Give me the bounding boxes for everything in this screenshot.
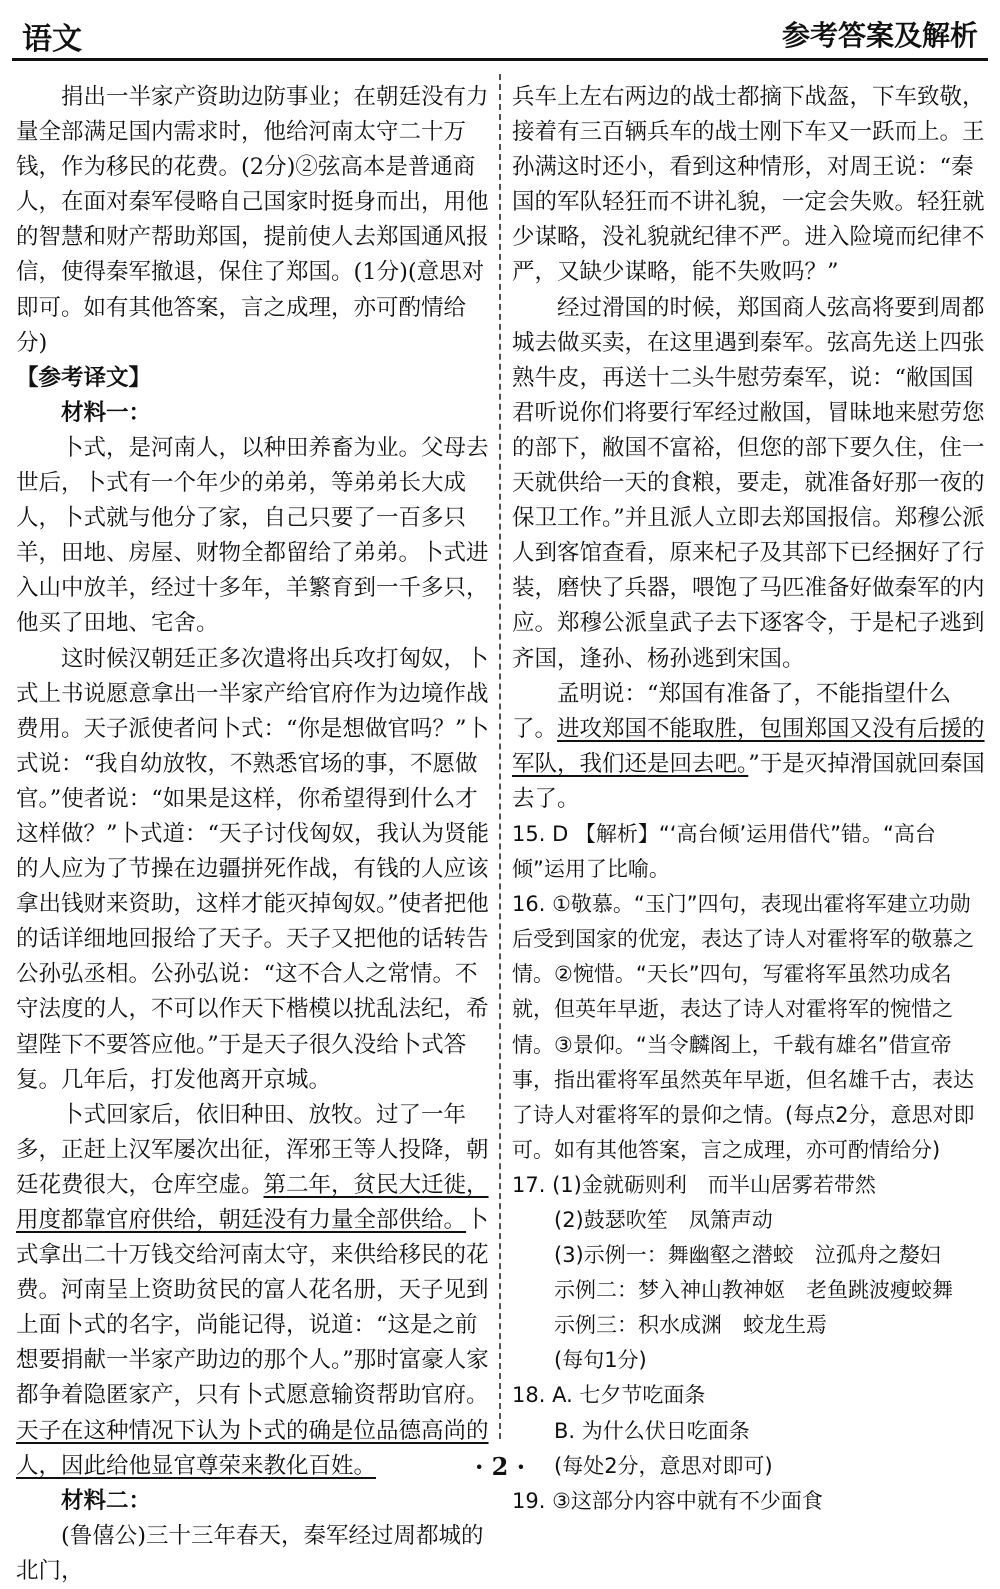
answer-18-item: B. 为什么伏日吃面条 [554,1418,750,1443]
left-column [16,80,490,1589]
underlined-text: 第二年，贫民大迁徙，用度都靠官府供给，朝廷没有力量全部供给。 [16,1171,489,1233]
paragraph-text: ”于是灭掉滑国就回秦国去了。 [512,750,985,812]
right-column [512,80,988,1519]
answer-17: 17. (1)金就砺则利 而半山居雾若带然 [512,1172,876,1197]
material-one-label: 材料一： [61,399,152,426]
material-two-label: 材料二： [61,1487,152,1514]
translation-heading: 【参考译文】 [16,364,152,391]
header-rule [12,58,988,61]
translation-paragraph: 经过滑国的时候，郑国商人弦高将要到周都城去做买卖，在这里遇到秦军。弦高先送上四张熟牛皮，再送十二头牛慰劳秦军，说：“敝国国君听说你们将要行军经过敝国，冒昧地来慰劳您的部下，敝国不富裕，但您的部下要久住，住一天就供给一天的食粮，要走，就准备好那一夜的保卫工作。”并且派人立即去郑国报信。郑穆公派人到客馆查看，原来杞子及其部下已经捆好了行装，磨快了兵器，喂饱了马匹准备好做秦军的内应。郑穆公派皇武子去下逐客令，于是杞子逃到齐国，逢孙、杨孙逃到宋国。 [512,294,985,672]
answer-15: 15. D 【解析】“‘高台倾’运用借代”错。“高台倾”运用了比喻。 [512,821,936,882]
section-title: 参考答案及解析 [781,19,978,52]
page-number: · 2 · [474,1452,526,1481]
answer-17-item: 示例三：积水成渊 蛟龙生焉 [554,1313,827,1338]
answer-18-scoring: (每处2分，意思对即可) [554,1453,773,1478]
answer-19: 19. ③这部分内容中就有不少面食 [512,1488,823,1513]
answer-continuation: 捐出一半家产资助边防事业；在朝廷没有力量全部满足国内需求时，他给河南太守二十万钱，作为移民的花费。(2分)②弦高本是普通商人，在面对秦军侵略自己国家时挺身而出，用他的智慧和财产帮助郑国，提前使人去郑国通风报信，使得秦军撤退，保住了郑国。(1分)(意思对即可。如有其他答案，言之成理，亦可酌情给分) [16,84,489,356]
paragraph-text: 卜式拿出二十万钱交给河南太守，来供给移民的花费。河南呈上资助贫民的富人花名册，天子见到上面卜式的名字，尚能记得，说道：“这是之前想要捐献一半家产助边的那个人。”那时富豪人家都争着隐匿家产，只有卜式愿意输资帮助官府。 [16,1207,489,1409]
answer-16: 16. ①敬慕。“玉门”四句，表现出霍将军建立功勋后受到国家的优宠，表达了诗人对霍将军的敬慕之情。②惋惜。“天长”四句，写霍将军虽然功成名就，但英年早逝，表达了诗人对霍将军的惋惜之情。③景仰。“当令麟阁上，千载有雄名”借宣帝事，指出霍将军虽然英年早逝，但名雄千古，表达了诗人对霍将军的景仰之情。(每点2分，意思对即可。如有其他答案，言之成理，亦可酌情给分) [512,892,975,1162]
answer-17-item: 示例二：梦入神山教神妪 老鱼跳波瘦蛟舞 [554,1278,953,1303]
column-divider [499,74,501,1439]
answer-17-item: (3)示例一：舞幽壑之潜蛟 泣孤舟之嫠妇 [554,1243,941,1268]
underlined-text: 天子在这种情况下认为卜式的确是位品德高尚的人，因此给他显官尊荣来教化百姓。 [16,1417,489,1479]
subject-label: 语文 [22,22,82,57]
paragraph-text: 卜式回家后，依旧种田、放牧。过了一年多，正赶上汉军屡次出征，浑邪王等人投降，朝廷花费很大，仓库空虚。 [16,1101,489,1198]
translation-paragraph: 卜式，是河南人，以种田养畜为业。父母去世后，卜式有一个年少的弟弟，等弟弟长大成人，卜式就与他分了家，自己只要了一百多只羊，田地、房屋、财物全都留给了弟弟。卜式进入山中放羊，经过十多年，羊繁育到一千多只，他买了田地、宅舍。 [16,434,489,637]
paragraph-text: 孟明说：“郑国有准备了，不能指望什么了。 [512,680,952,742]
answer-17-item: (2)鼓瑟吹笙 凤箫声动 [554,1208,773,1232]
underlined-text: 进攻郑国不能取胜，包围郑国又没有后援的军队，我们还是回去吧。 [512,715,985,777]
translation-paragraph: 这时候汉朝廷正多次遣将出兵攻打匈奴，卜式上书说愿意拿出一半家产给官府作为边境作战费用。天子派使者问卜式：“你是想做官吗？”卜式说：“我自幼放牧，不熟悉官场的事，不愿做官。”使者说：“如果是这样，你希望得到什么才这样做？”卜式道：“天子讨伐匈奴，我认为贤能的人应为了节操在边疆拼死作战，有钱的人应该拿出钱财来资助，这样才能灭掉匈奴。”使者把他的话详细地回报给了天子。天子又把他的话转告公孙弘丞相。公孙弘说：“这不合人之常情。不守法度的人，不可以作天下楷模以扰乱法纪，希望陛下不要答应他。”于是天子很久没给卜式答复。几年后，打发他离开京城。 [16,645,490,1093]
answer-18: 18. A. 七夕节吃面条 [512,1383,706,1408]
translation-paragraph: 兵车上左右两边的战士都摘下战盔，下车致敬，接着有三百辆兵车的战士刚下车又一跃而上。王孙满这时还小，看到这种情形，对周王说：“秦国的军队轻狂而不讲礼貌，一定会失败。轻狂就少谋略，没礼貌就纪律不严。进入险境而纪律不严，又缺少谋略，能不失败吗？” [512,84,985,286]
translation-paragraph [512,677,988,817]
translation-paragraph [16,1098,490,1484]
page-header [0,0,1000,62]
answer-17-scoring: (每句1分) [554,1348,647,1373]
translation-paragraph: (鲁僖公)三十三年春天，秦军经过周都城的北门， [16,1522,484,1584]
